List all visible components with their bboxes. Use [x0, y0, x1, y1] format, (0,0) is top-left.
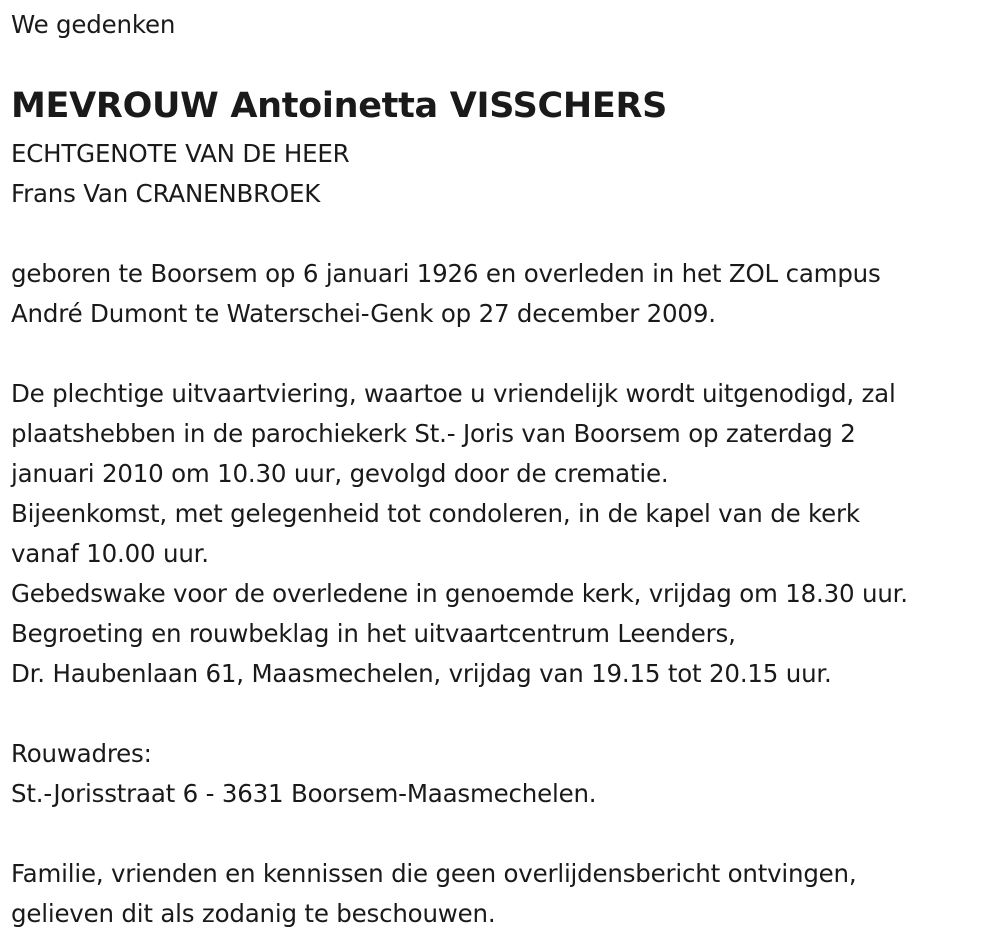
service-line: Dr. Haubenlaan 61, Maasmechelen, vrijdag van 19.15 tot 20.15 uur.: [11, 659, 832, 688]
spouse-block: [11, 134, 350, 214]
service-line: plaatshebben in de parochiekerk St.- Joris van Boorsem op zaterdag 2: [11, 419, 856, 448]
address-label: Rouwadres:: [11, 739, 152, 768]
service-line: vanaf 10.00 uur.: [11, 539, 209, 568]
intro-text: We gedenken: [11, 10, 176, 39]
service-line: Bijeenkomst, met gelegenheid tot condoleren, in de kapel van de kerk: [11, 499, 860, 528]
address-line: St.-Jorisstraat 6 - 3631 Boorsem-Maasmechelen.: [11, 779, 597, 808]
birth-death-line: geboren te Boorsem op 6 januari 1926 en overleden in het ZOL campus: [11, 259, 881, 288]
deceased-name: MEVROUW Antoinetta VISSCHERS: [11, 86, 668, 126]
family-note-line: Familie, vrienden en kennissen die geen overlijdensbericht ontvingen,: [11, 859, 857, 888]
service-line: Begroeting en rouwbeklag in het uitvaartcentrum Leenders,: [11, 619, 736, 648]
spouse-line: Frans Van CRANENBROEK: [11, 179, 321, 208]
spouse-line: ECHTGENOTE VAN DE HEER: [11, 139, 350, 168]
service-line: Gebedswake voor de overledene in genoemde kerk, vrijdag om 18.30 uur.: [11, 579, 908, 608]
birth-death-line: André Dumont te Waterschei-Genk op 27 december 2009.: [11, 299, 716, 328]
birth-death-paragraph: [11, 254, 881, 334]
family-note: [11, 854, 856, 934]
mourning-address: [11, 734, 596, 814]
service-paragraph: [11, 374, 908, 694]
family-note-line: gelieven dit als zodanig te beschouwen.: [11, 899, 496, 928]
service-line: januari 2010 om 10.30 uur, gevolgd door de crematie.: [11, 459, 669, 488]
service-line: De plechtige uitvaartviering, waartoe u vriendelijk wordt uitgenodigd, zal: [11, 379, 896, 408]
